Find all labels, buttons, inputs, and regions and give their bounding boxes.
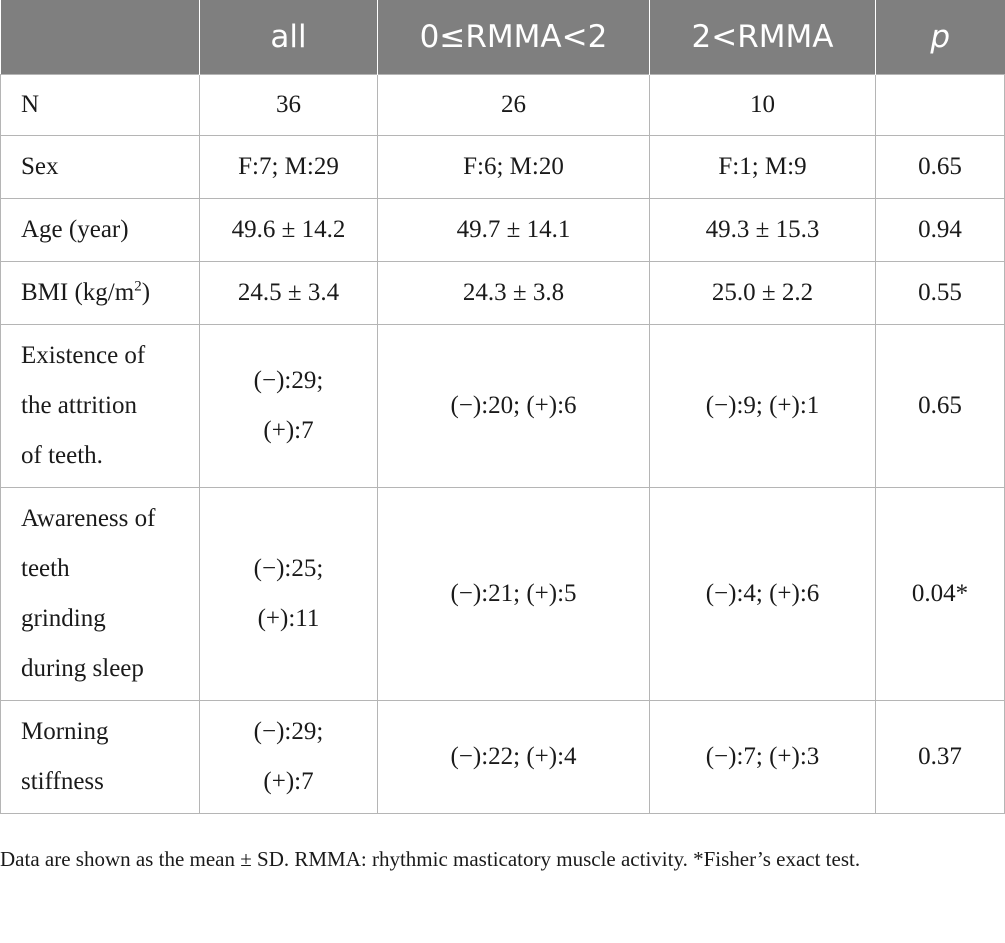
cell-line: (−):29;	[253, 367, 324, 394]
row-label-line: teeth	[21, 555, 70, 582]
row-label-prefix: BMI (kg/m	[21, 279, 135, 306]
header-low-rmma: 0≤RMMA<2	[378, 0, 650, 75]
cell-high: (−):9; (+):1	[650, 325, 876, 488]
cell-high: (−):4; (+):6	[650, 488, 876, 701]
cell-high: 25.0 ± 2.2	[650, 262, 876, 325]
header-blank	[1, 0, 200, 75]
cell-p: 0.65	[876, 325, 1005, 488]
cell-low: 24.3 ± 3.8	[378, 262, 650, 325]
row-label-line: during sleep	[21, 655, 144, 682]
row-label-suffix: )	[141, 279, 151, 306]
row-label-line: stiffness	[21, 768, 104, 795]
cell-all	[200, 488, 378, 701]
cell-low: 49.7 ± 14.1	[378, 199, 650, 262]
header-p: p	[876, 0, 1005, 75]
row-label	[1, 262, 200, 325]
cell-all: 36	[200, 75, 378, 136]
table-footnote: Data are shown as the mean ± SD. RMMA: rhythmic masticatory muscle activity. *Fisher’s exact test.	[0, 847, 861, 871]
table-row	[1, 701, 1005, 814]
row-label	[1, 325, 200, 488]
cell-all	[200, 701, 378, 814]
cell-line: (+):7	[263, 768, 314, 795]
cell-high: F:1; M:9	[650, 136, 876, 199]
row-label	[1, 701, 200, 814]
cell-all: 49.6 ± 14.2	[200, 199, 378, 262]
table-row	[1, 325, 1005, 488]
row-label-line: the attrition	[21, 392, 137, 419]
cell-high: 49.3 ± 15.3	[650, 199, 876, 262]
cell-p: 0.94	[876, 199, 1005, 262]
row-label-line: Morning	[21, 718, 109, 745]
cell-line: (+):7	[263, 417, 314, 444]
cell-p: 0.55	[876, 262, 1005, 325]
table-row	[1, 262, 1005, 325]
row-label-line: Awareness of	[21, 505, 156, 532]
cell-all: F:7; M:29	[200, 136, 378, 199]
cell-low: (−):20; (+):6	[378, 325, 650, 488]
cell-p	[876, 75, 1005, 136]
cell-p: 0.37	[876, 701, 1005, 814]
row-label-superscript: 2	[134, 278, 142, 295]
row-label	[1, 488, 200, 701]
table-row	[1, 199, 1005, 262]
cell-p: 0.65	[876, 136, 1005, 199]
cell-low: (−):22; (+):4	[378, 701, 650, 814]
table-row	[1, 136, 1005, 199]
cell-p: 0.04*	[876, 488, 1005, 701]
cell-line: (−):25;	[253, 555, 324, 582]
header-high-rmma: 2<RMMA	[650, 0, 876, 75]
row-label-line: of teeth.	[21, 442, 103, 469]
cell-low: F:6; M:20	[378, 136, 650, 199]
row-label-line: Existence of	[21, 342, 146, 369]
row-label-line: grinding	[21, 605, 106, 632]
table-row	[1, 75, 1005, 136]
cell-line: (−):29;	[253, 718, 324, 745]
cell-all	[200, 325, 378, 488]
cell-low: 26	[378, 75, 650, 136]
header-row	[1, 0, 1005, 75]
row-label: Sex	[1, 136, 200, 199]
cell-high: (−):7; (+):3	[650, 701, 876, 814]
cell-line: (+):11	[257, 605, 320, 632]
row-label: Age (year)	[1, 199, 200, 262]
cell-low: (−):21; (+):5	[378, 488, 650, 701]
row-label: N	[1, 75, 200, 136]
table-row	[1, 488, 1005, 701]
header-all: all	[200, 0, 378, 75]
cell-high: 10	[650, 75, 876, 136]
cell-all: 24.5 ± 3.4	[200, 262, 378, 325]
